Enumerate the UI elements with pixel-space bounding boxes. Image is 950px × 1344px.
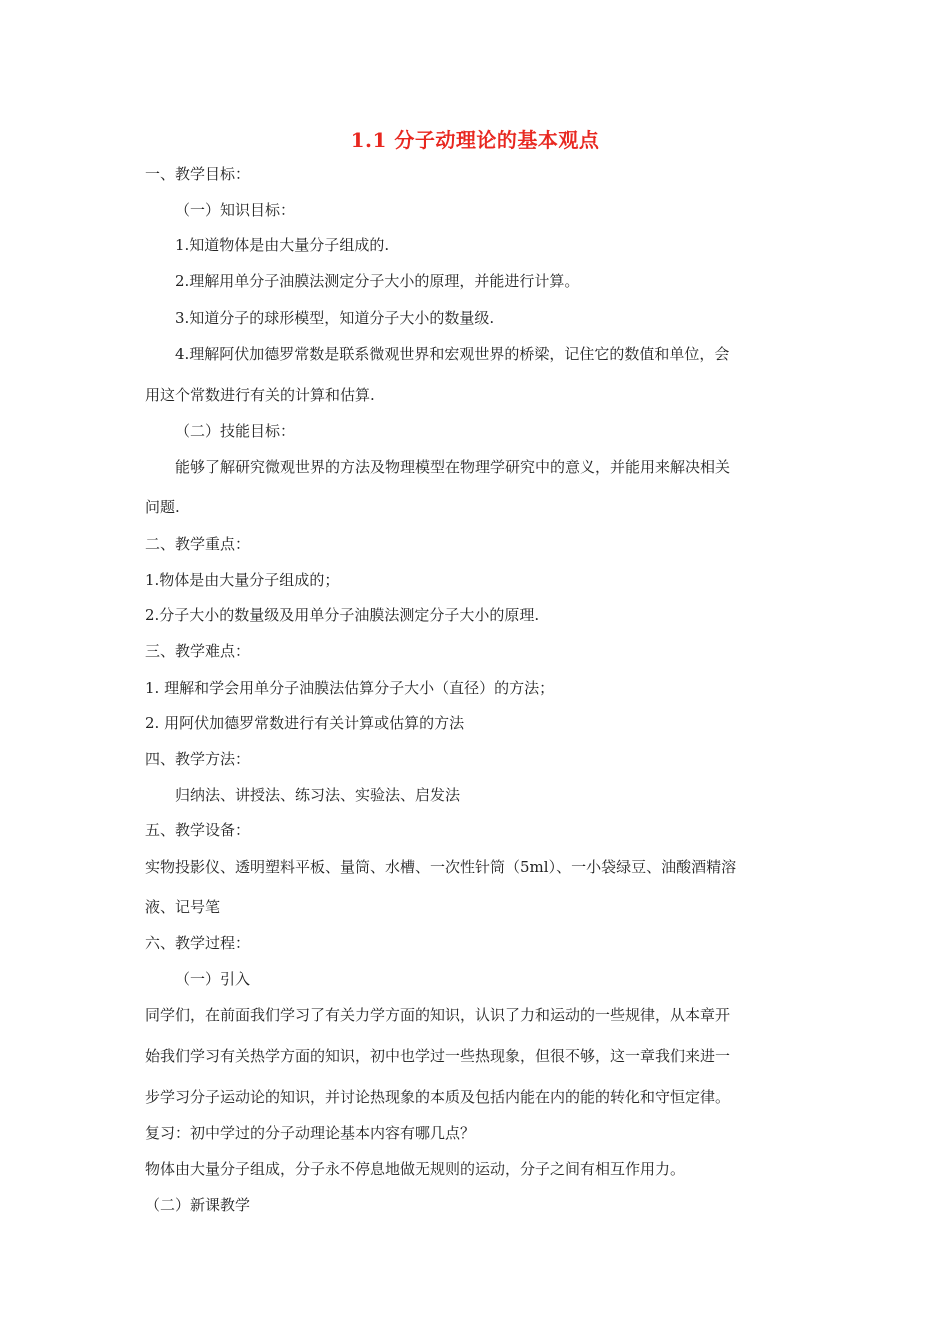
paragraph-line: 4.理解阿伏加德罗常数是联系微观世界和宏观世界的桥梁，记住它的数值和单位，会 (175, 345, 730, 363)
document-title: 1.1 分子动理论的基本观点 (350, 128, 600, 152)
subsection-new-lesson: （二）新课教学 (145, 1196, 251, 1214)
paragraph-line: 能够了解研究微观世界的方法及物理模型在物理学研究中的意义，并能用来解决相关 (175, 458, 731, 476)
section-heading-equipment: 五、教学设备： (145, 821, 251, 839)
paragraph-line: 2.分子大小的数量级及用单分子油膜法测定分子大小的原理. (145, 606, 540, 624)
paragraph-line: 步学习分子运动论的知识，并讨论热现象的本质及包括内能在内的能的转化和守恒定律。 (145, 1088, 731, 1106)
subsection-knowledge-objectives: （一）知识目标： (175, 201, 296, 219)
paragraph-line: 1. 理解和学会用单分子油膜法估算分子大小（直径）的方法； (145, 679, 555, 697)
paragraph-line: 液、记号笔 (145, 898, 221, 916)
paragraph-line: 3.知道分子的球形模型，知道分子大小的数量级. (175, 309, 495, 327)
subsection-skill-objectives: （二）技能目标： (175, 422, 296, 440)
section-heading-process: 六、教学过程： (145, 934, 251, 952)
paragraph-line: 同学们，在前面我们学习了有关力学方面的知识，认识了力和运动的一些规律，从本章开 (145, 1006, 731, 1024)
paragraph-line: 物体由大量分子组成，分子永不停息地做无规则的运动，分子之间有相互作用力。 (145, 1160, 686, 1178)
paragraph-line: 问题. (145, 498, 180, 516)
paragraph-line: 归纳法、讲授法、练习法、实验法、启发法 (175, 786, 461, 804)
paragraph-line: 实物投影仪、透明塑料平板、量筒、水槽、一次性针筒（5ml）、一小袋绿豆、油酸酒精溶 (145, 858, 737, 876)
paragraph-line: 用这个常数进行有关的计算和估算. (145, 386, 375, 404)
paragraph-line: 2. 用阿伏加德罗常数进行有关计算或估算的方法 (145, 714, 465, 732)
paragraph-line: 复习：初中学过的分子动理论基本内容有哪几点？ (145, 1124, 476, 1142)
paragraph-line: 2.理解用单分子油膜法测定分子大小的原理，并能进行计算。 (175, 272, 580, 290)
section-heading-methods: 四、教学方法： (145, 750, 251, 768)
section-heading-key-points: 二、教学重点： (145, 535, 251, 553)
paragraph-line: 始我们学习有关热学方面的知识，初中也学过一些热现象，但很不够，这一章我们来进一 (145, 1047, 731, 1065)
paragraph-line: 1.物体是由大量分子组成的； (145, 571, 340, 589)
section-heading-objectives: 一、教学目标： (145, 165, 251, 183)
paragraph-line: 1.知道物体是由大量分子组成的. (175, 236, 390, 254)
section-heading-difficulties: 三、教学难点： (145, 642, 251, 660)
subsection-introduction: （一）引入 (175, 970, 251, 988)
